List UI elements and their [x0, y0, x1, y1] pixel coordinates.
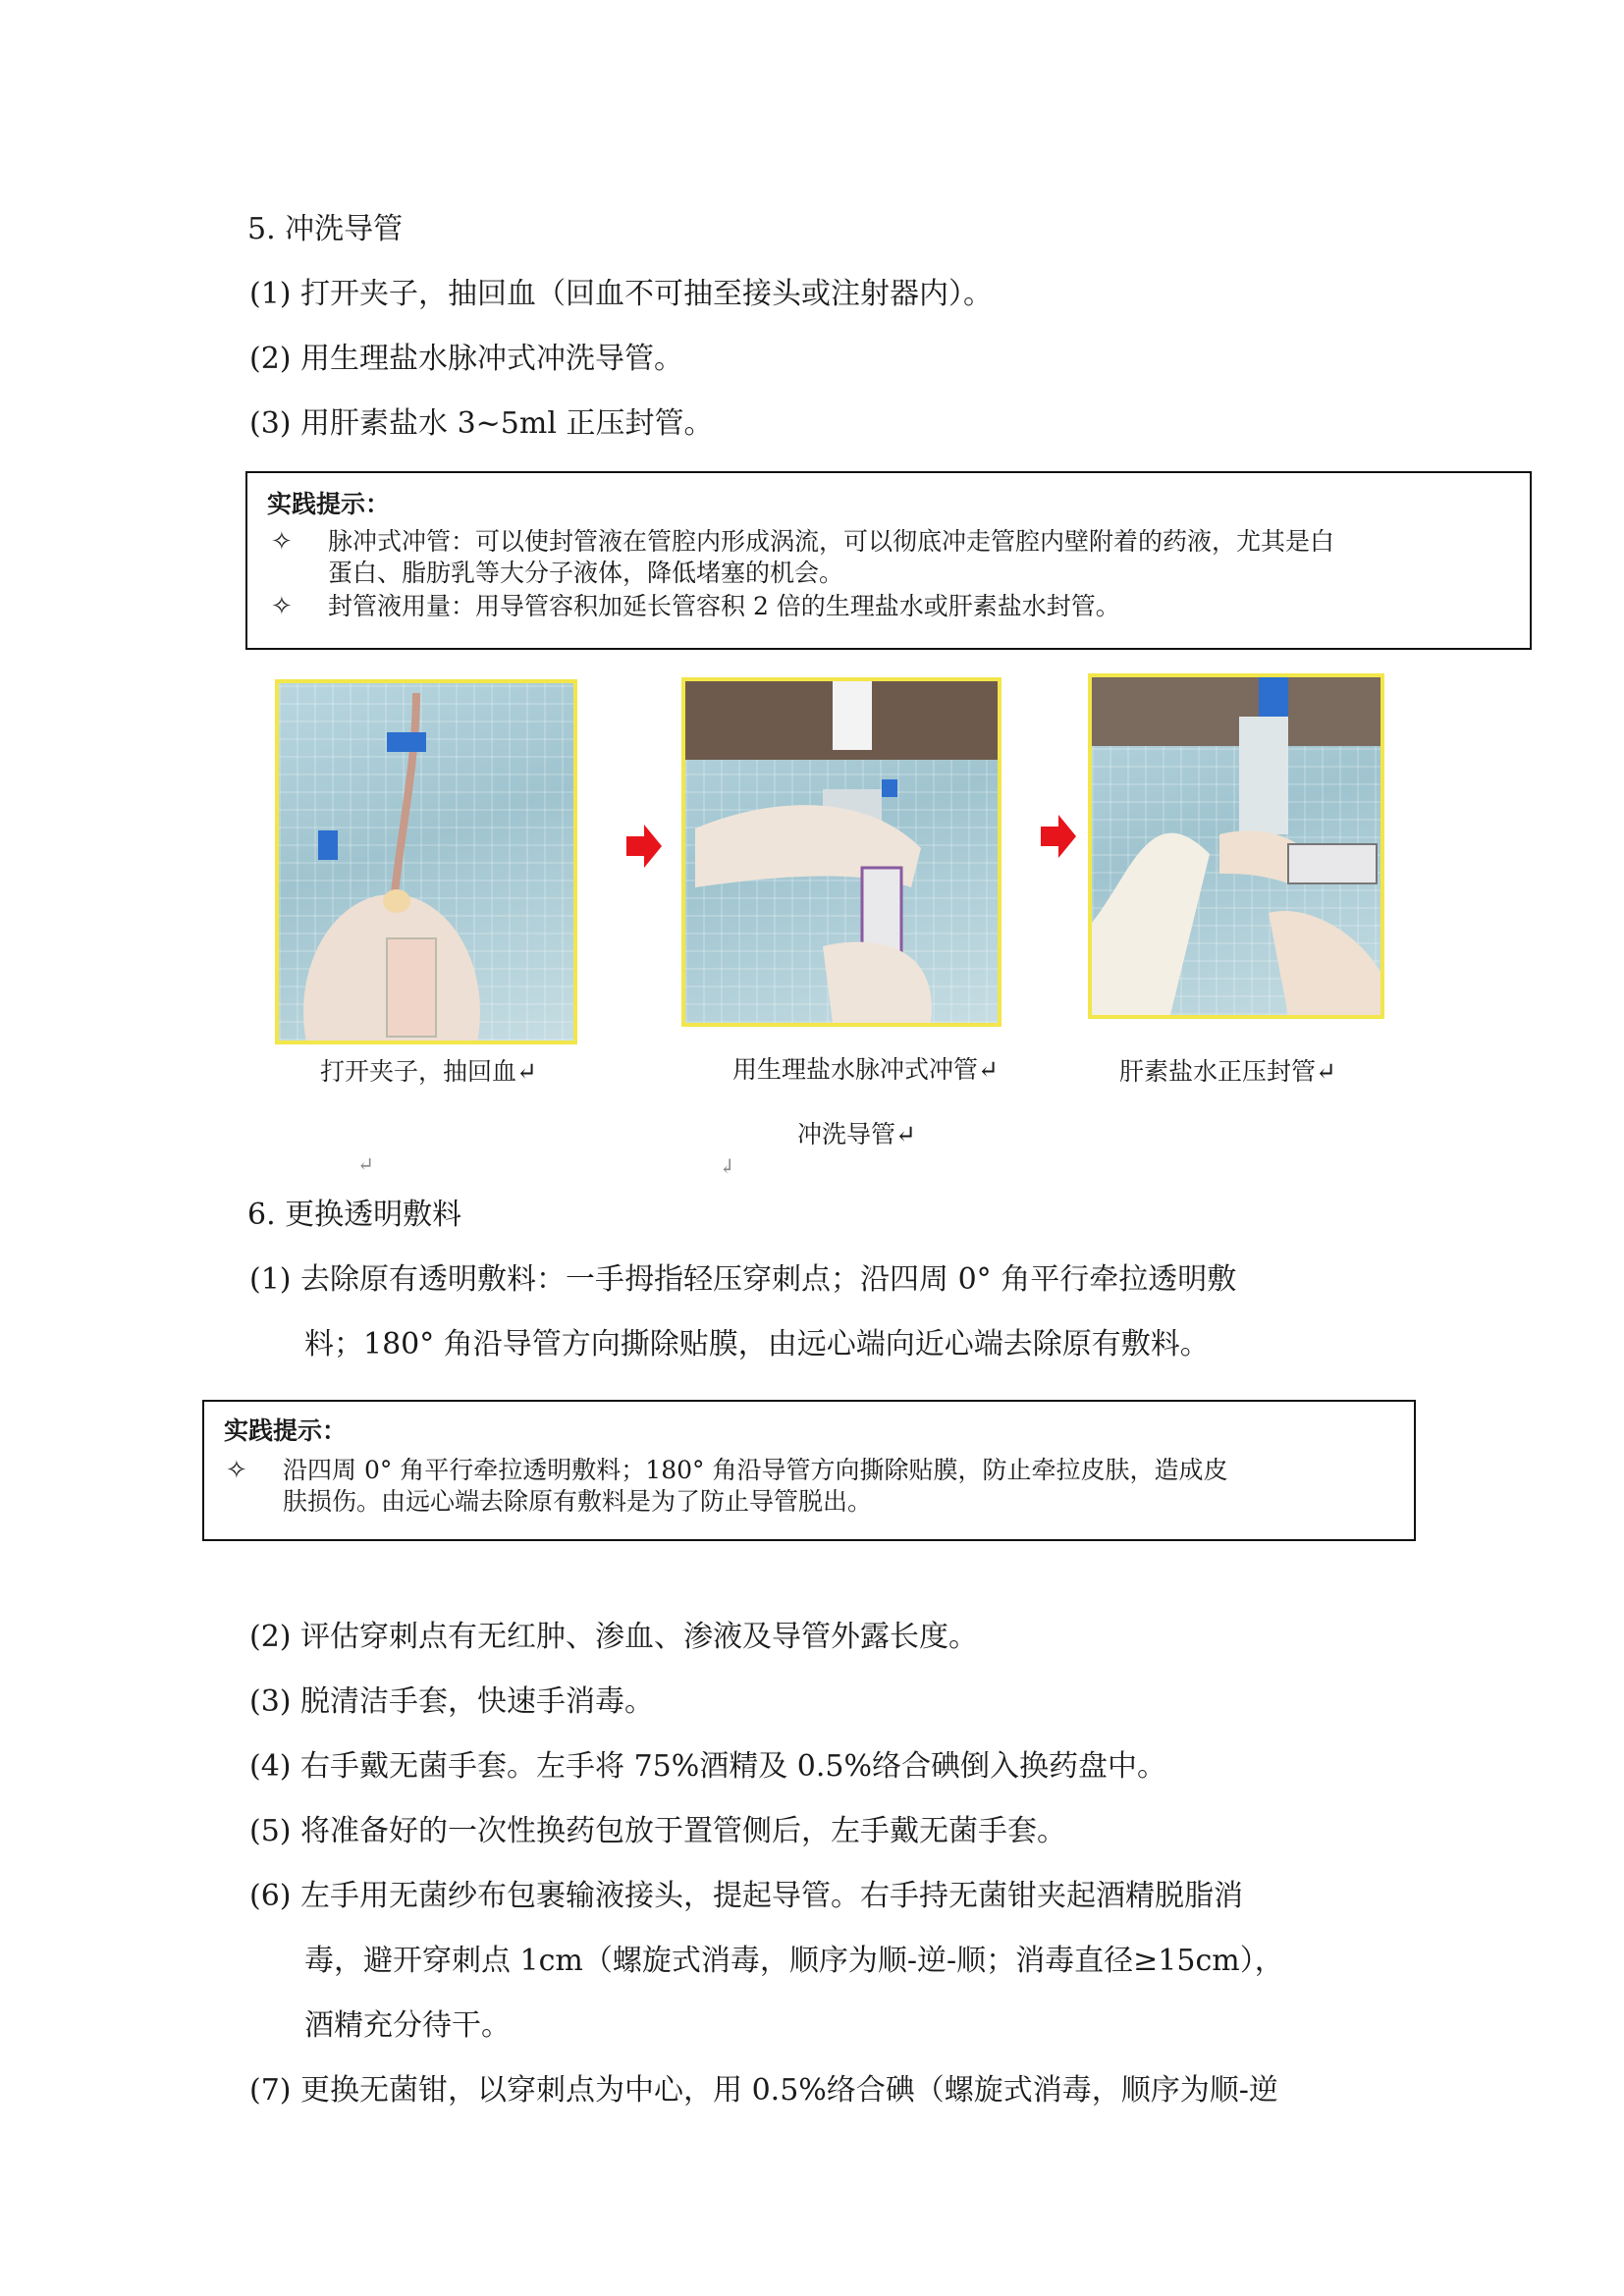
bullet-diamond-icon: ✧: [226, 1456, 247, 1485]
bullet-diamond-icon: ✧: [271, 592, 293, 621]
draw-blood-illustration: [279, 683, 573, 1041]
step-6-7-line-1: (7) 更换无菌钳，以穿刺点为中心，用 0.5%络合碘（螺旋式消毒，顺序为顺-逆: [249, 2073, 1278, 2108]
step-5-3: (3) 用肝素盐水 3~5ml 正压封管。: [249, 406, 714, 441]
practice-tip-box-1: [245, 471, 1532, 650]
tip-2: 封管液用量：用导管容积加延长管容积 2 倍的生理盐水或肝素盐水封管。: [328, 592, 1120, 620]
step-6-6-line-1: (6) 左手用无菌纱布包裹输液接头，提起导管。右手持无菌钳夹起酒精脱脂消: [249, 1879, 1244, 1913]
step-6-5: (5) 将准备好的一次性换药包放于置管侧后，左手戴无菌手套。: [249, 1814, 1067, 1848]
step-6-6-line-3: 酒精充分待干。: [304, 2008, 511, 2043]
caption-draw-blood: 打开夹子，抽回血↵: [320, 1057, 537, 1086]
step-5-1: (1) 打开夹子，抽回血（回血不可抽至接头或注射器内）。: [249, 277, 994, 311]
tip-1-line-1: 脉冲式冲管：可以使封管液在管腔内形成涡流，可以彻底冲走管腔内壁附着的药液，尤其是白: [328, 527, 1335, 556]
bullet-diamond-icon: ✧: [271, 527, 293, 557]
tip-line-2: 肤损伤。由远心端去除原有敷料是为了防止导管脱出。: [283, 1487, 873, 1516]
step-5-2: (2) 用生理盐水脉冲式冲洗导管。: [249, 342, 684, 376]
step-6-2: (2) 评估穿刺点有无红肿、渗血、渗液及导管外露长度。: [249, 1620, 979, 1654]
section-5-heading: 5. 冲洗导管: [247, 212, 404, 246]
tip-box-title: 实践提示：: [267, 490, 391, 518]
step-6-4: (4) 右手戴无菌手套。左手将 75%酒精及 0.5%络合碘倒入换药盘中。: [249, 1749, 1166, 1784]
paragraph-mark: ↵: [357, 1152, 374, 1176]
pulse-flush-illustration: [685, 681, 998, 1023]
step-6-1-line-1: (1) 去除原有透明敷料：一手拇指轻压穿刺点；沿四周 0° 角平行牵拉透明敷: [249, 1262, 1237, 1297]
step-6-6-line-2: 毒，避开穿刺点 1cm（螺旋式消毒，顺序为顺-逆-顺；消毒直径≥15cm），: [304, 1944, 1284, 1978]
caption-heparin-lock: 肝素盐水正压封管↵: [1119, 1057, 1336, 1086]
tip-1-line-2: 蛋白、脂肪乳等大分子液体，降低堵塞的机会。: [328, 559, 844, 587]
step-6-1-line-2: 料；180° 角沿导管方向撕除贴膜，由远心端向近心端去除原有敷料。: [304, 1327, 1210, 1362]
photo-pulse-flush: [681, 677, 1001, 1027]
arrow-right-icon: [1041, 815, 1076, 858]
tip-line-1: 沿四周 0° 角平行牵拉透明敷料；180° 角沿导管方向撕除贴膜，防止牵拉皮肤，造成皮: [283, 1456, 1228, 1484]
section-6-heading: 6. 更换透明敷料: [247, 1198, 462, 1232]
photo-heparin-lock: [1088, 673, 1384, 1019]
tip-box-title: 实践提示：: [224, 1416, 348, 1445]
heparin-lock-illustration: [1092, 677, 1380, 1015]
step-6-3: (3) 脱清洁手套，快速手消毒。: [249, 1684, 655, 1719]
paragraph-mark: ↲: [719, 1154, 735, 1178]
caption-pulse-flush-line-2: 冲洗导管↵: [797, 1120, 916, 1148]
arrow-right-icon: [626, 825, 662, 868]
photo-draw-blood: [275, 679, 577, 1044]
caption-pulse-flush-line-1: 用生理盐水脉冲式冲管↵: [732, 1055, 999, 1084]
practice-tip-box-2: [202, 1400, 1416, 1541]
